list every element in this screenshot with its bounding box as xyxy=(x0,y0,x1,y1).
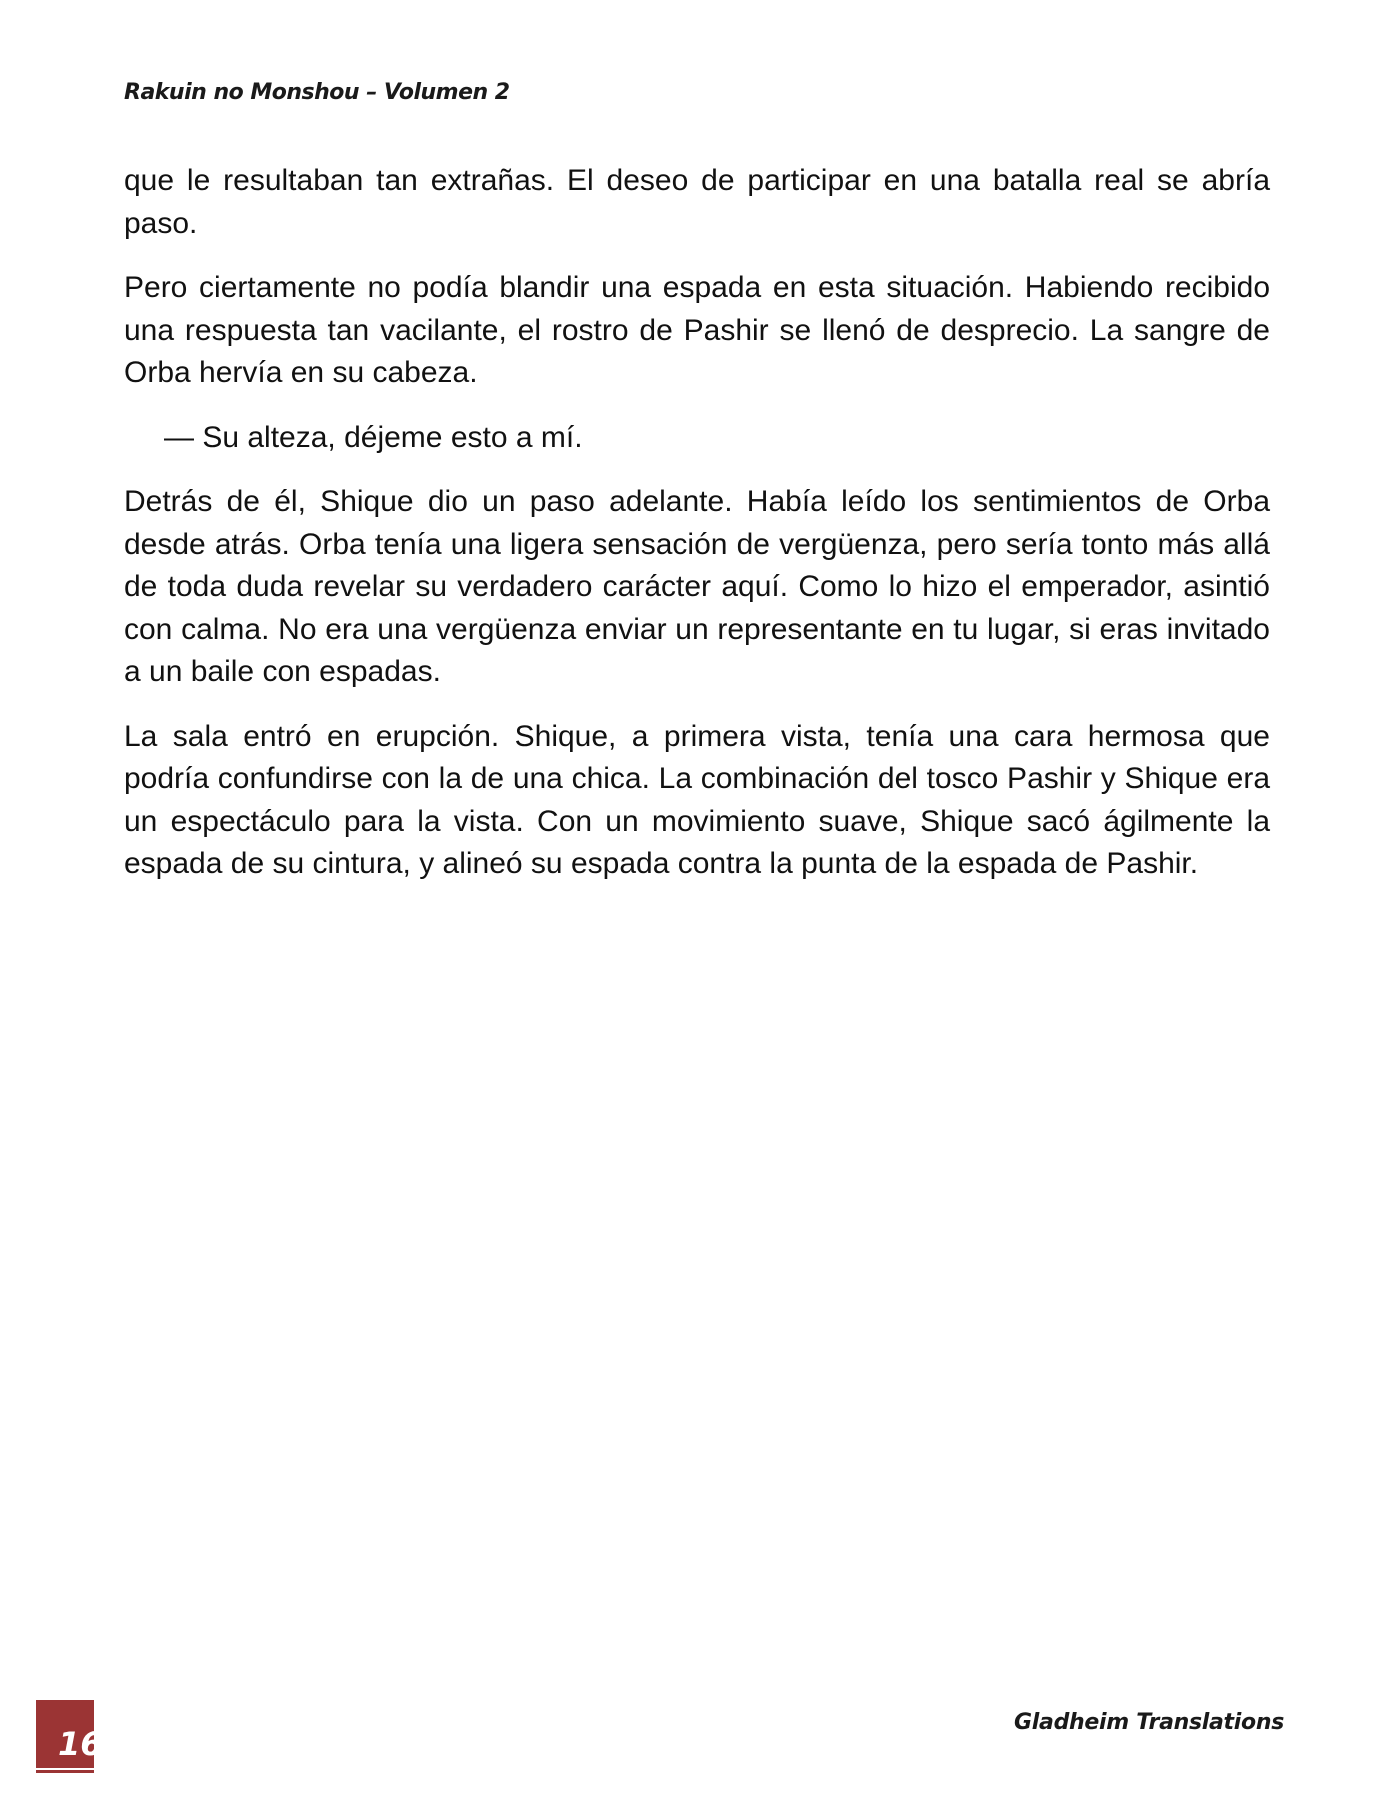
body-text xyxy=(124,160,1270,908)
paragraph: Detrás de él, Shique dio un paso adelante. Había leído los sentimientos de Orba desde atrás. Orba tenía una ligera sensación de vergüenza, pero sería tonto más allá de toda duda revelar su verdadero carácter aquí. Como lo hizo el emperador, asintió con calma. No era una vergüenza enviar un representante en tu lugar, si eras invitado a un baile con espadas. xyxy=(124,485,1270,688)
running-header-title: Rakuin no Monshou – Volumen 2 xyxy=(124,80,510,105)
dialogue-line: — Su alteza, déjeme esto a mí. xyxy=(164,420,583,454)
paragraph: La sala entró en erupción. Shique, a primera vista, tenía una cara hermosa que podría confundirse con la de una chica. La combinación del tosco Pashir y Shique era un espectáculo para la vista. Con un movimiento suave, Shique sacó ágilmente la espada de su cintura, y alineó su espada contra la punta de la espada de Pashir. xyxy=(124,719,1270,880)
paragraph: Pero ciertamente no podía blandir una espada en esta situación. Habiendo recibido una respuesta tan vacilante, el rostro de Pashir se llenó de desprecio. La sangre de Orba hervía en su cabeza. xyxy=(124,271,1270,389)
paragraph: que le resultaban tan extrañas. El deseo de participar en una batalla real se abría paso. xyxy=(124,164,1270,240)
page-number-underline xyxy=(36,1770,94,1773)
page-number: 16 xyxy=(58,1725,103,1763)
footer-credit: Gladheim Translations xyxy=(1014,1710,1284,1735)
